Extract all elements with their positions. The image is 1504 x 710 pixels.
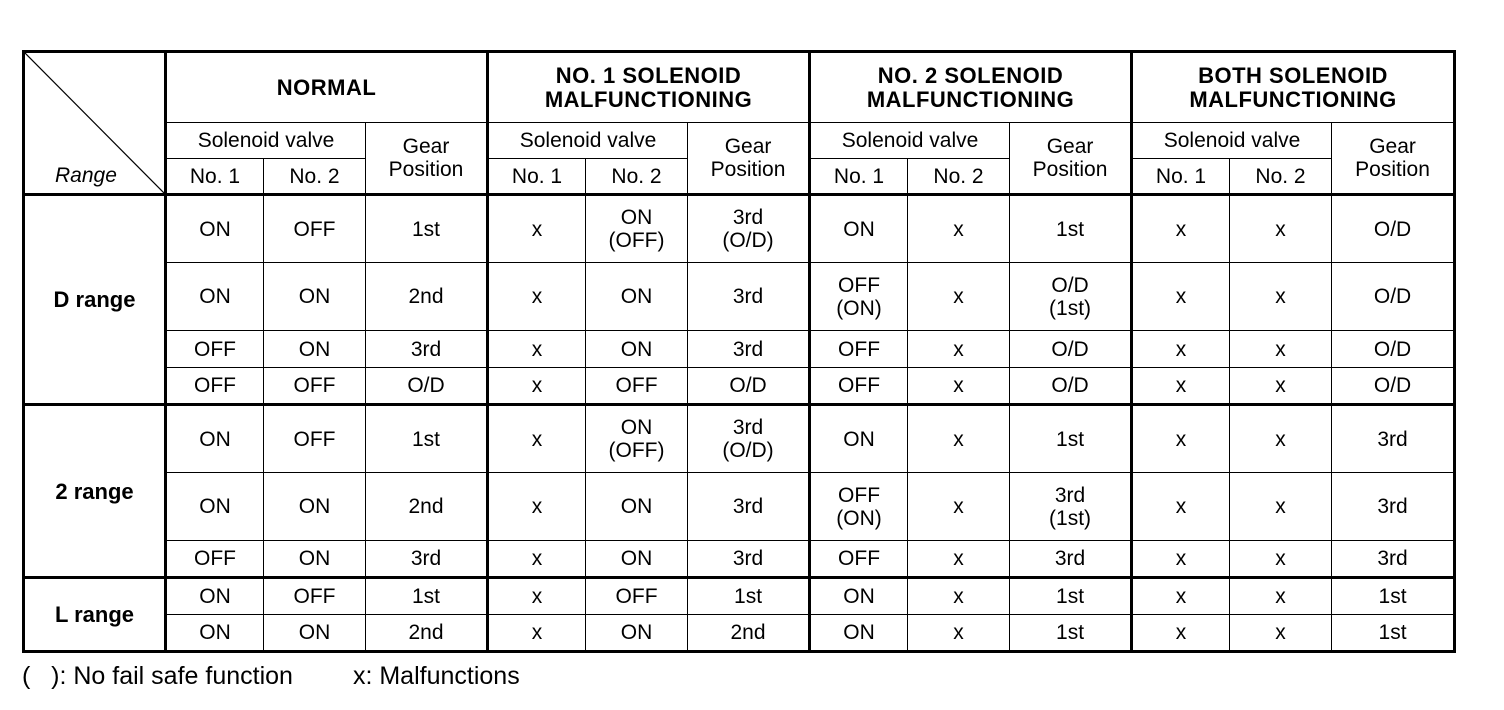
- table-cell: [586, 331, 688, 368]
- cell-value: OFF: [615, 585, 658, 608]
- gear-position-header: [1332, 123, 1455, 195]
- table-cell: [688, 578, 810, 615]
- range-corner-cell: [24, 52, 166, 195]
- table-cell: [1230, 263, 1332, 331]
- gear-label: Gear: [1369, 135, 1416, 158]
- table-cell: [264, 541, 366, 578]
- cell-value: x: [953, 374, 964, 397]
- cell-value: (O/D): [722, 439, 774, 462]
- table-cell: [264, 263, 366, 331]
- cell-value: x: [531, 374, 543, 397]
- cell-value: 1st: [1378, 621, 1407, 644]
- cell-value: x: [1175, 285, 1187, 308]
- table-cell: [586, 195, 688, 263]
- solenoid-valve-header: Solenoid valve: [166, 123, 366, 159]
- cell-value: x: [531, 585, 543, 608]
- table-cell: [264, 473, 366, 541]
- table-cell: [1332, 578, 1455, 615]
- gear-position-header: [1010, 123, 1132, 195]
- table-cell: [366, 405, 488, 473]
- cell-value: ON: [298, 337, 331, 361]
- table-cell: [264, 368, 366, 405]
- table-cell: [1332, 263, 1455, 331]
- table-row: [24, 473, 1455, 541]
- table-cell: [908, 263, 1010, 331]
- no2-header: No. 2: [586, 159, 688, 195]
- cell-value: x: [1175, 547, 1187, 570]
- table-cell: [1010, 473, 1132, 541]
- cell-value: OFF: [194, 374, 236, 397]
- cell-value: O/D: [407, 374, 445, 397]
- table-cell: [1132, 331, 1230, 368]
- group-header-line: NORMAL: [276, 74, 377, 100]
- cell-value: x: [531, 337, 543, 361]
- table-cell: [1010, 195, 1132, 263]
- cell-value: ON: [298, 547, 331, 570]
- table-cell: [1230, 615, 1332, 652]
- position-label: Position: [388, 158, 464, 181]
- table-cell: [1010, 578, 1132, 615]
- table-cell: [1230, 405, 1332, 473]
- cell-value: x: [953, 585, 964, 608]
- group-header-line: MALFUNCTIONING: [544, 86, 753, 112]
- cell-value: 1st: [1056, 217, 1085, 241]
- table-cell: [688, 615, 810, 652]
- table-cell: [488, 263, 586, 331]
- table-cell: [366, 195, 488, 263]
- cell-value: O/D: [1051, 273, 1089, 297]
- cell-value: OFF: [838, 273, 881, 297]
- cell-value: x: [1175, 337, 1187, 361]
- cell-value: 1st: [1378, 585, 1407, 608]
- table-cell: [810, 331, 908, 368]
- table-row: [24, 195, 1455, 263]
- table-cell: [908, 368, 1010, 405]
- cell-value: ON: [199, 621, 231, 644]
- table-cell: [166, 578, 264, 615]
- cell-value: 3rd: [732, 495, 764, 518]
- table-row: [24, 615, 1455, 652]
- table-cell: [586, 368, 688, 405]
- table-cell: [166, 405, 264, 473]
- no2-header: No. 2: [264, 159, 366, 195]
- cell-value: OFF: [293, 217, 336, 241]
- cell-value: x: [1275, 427, 1286, 451]
- table-cell: [1230, 331, 1332, 368]
- cell-value: x: [1275, 374, 1286, 397]
- cell-value: 3rd: [732, 337, 764, 361]
- solenoid-valve-header: Solenoid valve: [488, 123, 688, 159]
- table-cell: [166, 195, 264, 263]
- range-name-cell: 2 range: [24, 405, 166, 578]
- cell-value: O/D: [1051, 374, 1089, 397]
- table-cell: [688, 263, 810, 331]
- table-cell: [166, 368, 264, 405]
- solenoid-malfunction-table: [22, 50, 1456, 653]
- cell-value: x: [953, 495, 964, 518]
- table-cell: [908, 615, 1010, 652]
- cell-value: ON: [620, 416, 653, 439]
- table-row: [24, 405, 1455, 473]
- legend-no-fail-safe: ( ): No fail safe function: [22, 662, 293, 690]
- table-header: [24, 52, 1455, 195]
- table-cell: [366, 578, 488, 615]
- gear-label: Gear: [1046, 135, 1094, 158]
- cell-value: x: [953, 621, 964, 644]
- table-cell: [166, 541, 264, 578]
- cell-value: ON: [199, 495, 231, 518]
- table-cell: [586, 405, 688, 473]
- header-row-groups: [24, 52, 1455, 123]
- table-cell: [1010, 541, 1132, 578]
- table-cell: [688, 541, 810, 578]
- solenoid-valve-header: Solenoid valve: [1132, 123, 1332, 159]
- table-cell: [810, 368, 908, 405]
- cell-value: (OFF): [608, 229, 665, 252]
- cell-value: x: [1175, 495, 1187, 518]
- solenoid-valve-header: Solenoid valve: [810, 123, 1010, 159]
- group-header-line: BOTH SOLENOID: [1198, 62, 1388, 88]
- table-cell: [1230, 541, 1332, 578]
- cell-value: x: [1175, 585, 1187, 608]
- range-label: Range: [55, 164, 117, 187]
- cell-value: ON: [620, 495, 653, 518]
- position-label: Position: [1032, 158, 1108, 181]
- cell-value: O/D: [1373, 285, 1412, 308]
- group-header-4: [1132, 52, 1455, 123]
- table-cell: [1230, 195, 1332, 263]
- cell-value: x: [1275, 547, 1286, 570]
- no1-header: No. 1: [488, 159, 586, 195]
- table-cell: [688, 405, 810, 473]
- table-cell: [810, 473, 908, 541]
- table-cell: [908, 541, 1010, 578]
- cell-value: x: [1175, 427, 1187, 451]
- table-cell: [810, 615, 908, 652]
- table-cell: [1132, 405, 1230, 473]
- cell-value: ON: [199, 285, 231, 308]
- position-label: Position: [1355, 158, 1430, 181]
- table-cell: [810, 405, 908, 473]
- cell-value: 2nd: [408, 285, 444, 308]
- table-cell: [586, 541, 688, 578]
- cell-value: x: [1175, 621, 1187, 644]
- range-name-cell: L range: [24, 578, 166, 652]
- table-cell: [264, 615, 366, 652]
- cell-value: ON: [843, 217, 875, 241]
- cell-value: OFF: [838, 337, 881, 361]
- table-cell: [166, 263, 264, 331]
- cell-value: ON: [620, 285, 653, 308]
- table-cell: [688, 195, 810, 263]
- cell-value: 1st: [734, 585, 763, 608]
- table-cell: [1332, 615, 1455, 652]
- cell-value: 3rd: [410, 337, 442, 361]
- table-cell: [366, 263, 488, 331]
- cell-value: (OFF): [608, 439, 665, 462]
- table-cell: [488, 473, 586, 541]
- table-row: [24, 368, 1455, 405]
- cell-value: x: [531, 495, 543, 518]
- cell-value: (ON): [836, 296, 882, 320]
- table-cell: [586, 615, 688, 652]
- cell-value: ON: [843, 621, 875, 644]
- table-cell: [166, 331, 264, 368]
- table-cell: [1010, 368, 1132, 405]
- table-cell: [1010, 615, 1132, 652]
- table-row: [24, 331, 1455, 368]
- table-cell: [366, 541, 488, 578]
- cell-value: 3rd: [1377, 547, 1408, 570]
- table-cell: [586, 473, 688, 541]
- cell-value: x: [531, 217, 543, 241]
- cell-value: 3rd: [1054, 547, 1086, 570]
- table-cell: [264, 405, 366, 473]
- no1-header: No. 1: [1132, 159, 1230, 195]
- cell-value: 1st: [412, 427, 441, 451]
- legend-malfunctions: x: Malfunctions: [352, 662, 520, 690]
- cell-value: x: [953, 337, 964, 361]
- cell-value: ON: [298, 495, 331, 518]
- table-cell: [908, 195, 1010, 263]
- cell-value: O/D: [1373, 374, 1412, 397]
- table-cell: [1230, 473, 1332, 541]
- cell-value: x: [1275, 285, 1286, 308]
- table-cell: [688, 368, 810, 405]
- cell-value: 3rd: [732, 285, 764, 308]
- cell-value: ON: [843, 585, 875, 608]
- table-cell: [1010, 263, 1132, 331]
- table-cell: [1230, 368, 1332, 405]
- gear-label: Gear: [402, 135, 450, 158]
- table-cell: [810, 195, 908, 263]
- table-cell: [1132, 473, 1230, 541]
- cell-value: ON: [620, 206, 653, 229]
- cell-value: 1st: [412, 585, 441, 608]
- table-cell: [1132, 263, 1230, 331]
- cell-value: 1st: [1056, 427, 1085, 451]
- table-cell: [166, 473, 264, 541]
- cell-value: ON: [620, 547, 653, 570]
- cell-value: (ON): [836, 506, 882, 530]
- cell-value: 3rd: [1377, 495, 1408, 518]
- table-cell: [908, 473, 1010, 541]
- group-header-2: [488, 52, 810, 123]
- table-cell: [488, 541, 586, 578]
- cell-value: 1st: [1056, 621, 1085, 644]
- solenoid-table-container: [22, 50, 1453, 656]
- table-row: [24, 578, 1455, 615]
- cell-value: OFF: [194, 337, 236, 361]
- table-cell: [264, 578, 366, 615]
- cell-value: OFF: [293, 427, 336, 451]
- table-cell: [908, 405, 1010, 473]
- table-body: [24, 195, 1455, 652]
- cell-value: (O/D): [722, 229, 774, 252]
- cell-value: OFF: [293, 374, 336, 397]
- cell-value: x: [531, 285, 543, 308]
- range-name-cell: D range: [24, 195, 166, 405]
- table-cell: [366, 473, 488, 541]
- cell-value: ON: [199, 427, 231, 451]
- group-header-1: [166, 52, 488, 123]
- cell-value: 3rd: [732, 206, 764, 229]
- table-cell: [1332, 405, 1455, 473]
- group-header-line: MALFUNCTIONING: [1189, 86, 1397, 112]
- table-cell: [908, 331, 1010, 368]
- table-cell: [264, 331, 366, 368]
- cell-value: O/D: [1373, 217, 1412, 241]
- cell-value: 3rd: [1054, 483, 1086, 507]
- cell-value: 3rd: [732, 416, 764, 439]
- table-cell: [586, 578, 688, 615]
- cell-value: OFF: [293, 585, 336, 608]
- cell-value: 1st: [412, 217, 441, 241]
- table-cell: [1332, 541, 1455, 578]
- table-cell: [1010, 405, 1132, 473]
- table-cell: [488, 405, 586, 473]
- cell-value: OFF: [838, 547, 881, 570]
- cell-value: x: [531, 547, 543, 570]
- table-cell: [810, 541, 908, 578]
- cell-value: ON: [199, 217, 231, 241]
- cell-value: 3rd: [1377, 427, 1408, 451]
- table-cell: [1132, 578, 1230, 615]
- cell-value: O/D: [1051, 337, 1089, 361]
- table-cell: [1132, 541, 1230, 578]
- table-cell: [1132, 195, 1230, 263]
- table-cell: [488, 615, 586, 652]
- cell-value: x: [1175, 374, 1187, 397]
- cell-value: O/D: [1373, 337, 1412, 361]
- table-cell: [1010, 331, 1132, 368]
- cell-value: x: [1275, 621, 1286, 644]
- cell-value: (1st): [1049, 506, 1092, 530]
- table-cell: [1332, 473, 1455, 541]
- table-cell: [1132, 368, 1230, 405]
- table-cell: [488, 578, 586, 615]
- table-cell: [1332, 331, 1455, 368]
- cell-value: x: [531, 621, 543, 644]
- position-label: Position: [710, 158, 786, 181]
- cell-value: OFF: [615, 374, 658, 397]
- cell-value: ON: [298, 285, 331, 308]
- cell-value: x: [1175, 217, 1187, 241]
- cell-value: ON: [620, 621, 653, 644]
- table-cell: [166, 615, 264, 652]
- no1-header: No. 1: [810, 159, 908, 195]
- gear-label: Gear: [724, 135, 772, 158]
- cell-value: 2nd: [408, 495, 444, 518]
- cell-value: ON: [620, 337, 653, 361]
- group-header-3: [810, 52, 1132, 123]
- table-cell: [908, 578, 1010, 615]
- cell-value: (1st): [1049, 296, 1092, 320]
- table-cell: [488, 368, 586, 405]
- cell-value: 3rd: [410, 547, 442, 570]
- cell-value: OFF: [838, 374, 881, 397]
- cell-value: OFF: [838, 483, 881, 507]
- gear-position-header: [688, 123, 810, 195]
- cell-value: x: [531, 427, 543, 451]
- group-header-line: MALFUNCTIONING: [866, 86, 1075, 112]
- cell-value: 3rd: [732, 547, 764, 570]
- cell-value: x: [953, 427, 964, 451]
- group-header-line: NO. 1 SOLENOID: [555, 62, 742, 88]
- no1-header: No. 1: [166, 159, 264, 195]
- header-row-solenoid: [24, 123, 1455, 159]
- cell-value: 1st: [1056, 585, 1085, 608]
- table-cell: [366, 368, 488, 405]
- table-cell: [366, 331, 488, 368]
- table-cell: [1332, 195, 1455, 263]
- table-cell: [488, 331, 586, 368]
- cell-value: x: [1275, 337, 1286, 361]
- cell-value: x: [953, 285, 964, 308]
- cell-value: 2nd: [408, 621, 444, 644]
- no2-header: No. 2: [1230, 159, 1332, 195]
- cell-value: x: [953, 547, 964, 570]
- cell-value: ON: [298, 621, 331, 644]
- table-cell: [688, 331, 810, 368]
- cell-value: x: [1275, 585, 1286, 608]
- table-cell: [586, 263, 688, 331]
- cell-value: x: [1275, 217, 1286, 241]
- table-cell: [1132, 615, 1230, 652]
- cell-value: 2nd: [730, 621, 766, 644]
- cell-value: ON: [199, 585, 231, 608]
- table-cell: [264, 195, 366, 263]
- cell-value: x: [953, 217, 964, 241]
- cell-value: ON: [843, 427, 875, 451]
- table-cell: [1230, 578, 1332, 615]
- table-cell: [688, 473, 810, 541]
- no2-header: No. 2: [908, 159, 1010, 195]
- table-row: [24, 541, 1455, 578]
- table-cell: [810, 263, 908, 331]
- gear-position-header: [366, 123, 488, 195]
- table-cell: [366, 615, 488, 652]
- group-header-line: NO. 2 SOLENOID: [877, 62, 1064, 88]
- table-cell: [1332, 368, 1455, 405]
- table-cell: [488, 195, 586, 263]
- cell-value: OFF: [194, 547, 236, 570]
- table-cell: [810, 578, 908, 615]
- cell-value: O/D: [729, 374, 767, 397]
- table-row: [24, 263, 1455, 331]
- cell-value: x: [1275, 495, 1286, 518]
- legend-footer: [22, 662, 580, 691]
